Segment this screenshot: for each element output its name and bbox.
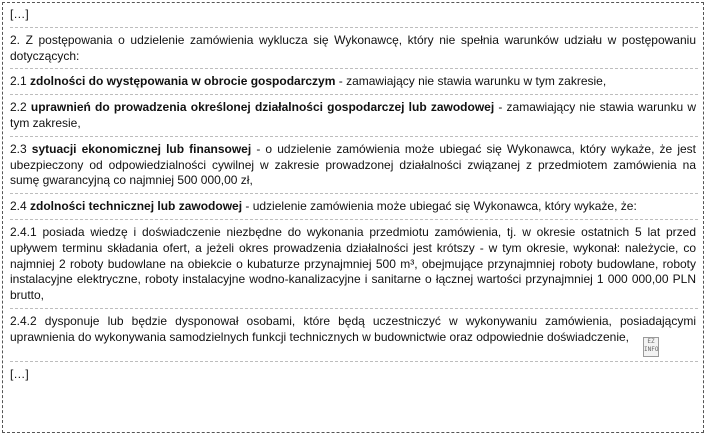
section-2-4-1 xyxy=(10,225,698,309)
ellipsis-top-row xyxy=(10,7,698,28)
ellipsis-bottom-row xyxy=(10,367,698,387)
section-2-4-text: - udzielenie zamówienia może ubiegać się Wykonawca, który wykaże, że: xyxy=(242,199,637,214)
section-2-3-text: - o udzielenie zamówienia może ubiegać się Wykonawca, który wykaże, że jest ubezpieczony od odpowiedzialności cywilnej w zakresie prowadzonej działalności związanej z przedmiotem zamówienia na sumę gwarancyjną co najmniej 500 000,00 zł, xyxy=(10,141,696,188)
section-2-1-number: 2.1 xyxy=(10,74,31,89)
intro-paragraph xyxy=(10,33,698,70)
ellipsis-bottom: […] xyxy=(10,366,29,381)
section-2-2-number: 2.2 xyxy=(10,100,31,115)
section-2-4-number: 2.4 xyxy=(10,199,31,214)
section-2-4-2-text: 2.4.2 dysponuje lub będzie dysponował osobami, które będą uczestniczyć w wykonywaniu zamówienia, posiadającymi uprawnienia do wykonywania samodzielnych funkcji technicznych w budownictwie oraz odpowiednie doświadczenie, xyxy=(10,313,696,344)
section-2-3 xyxy=(10,142,698,194)
section-2-2 xyxy=(10,100,698,137)
section-2-2-text: - zamawiający nie stawia warunku w tym zakresie, xyxy=(10,100,696,130)
info-stamp-icon: EZ INFO xyxy=(643,337,659,357)
section-2-1 xyxy=(10,74,698,95)
section-2-4 xyxy=(10,199,698,220)
section-2-3-number: 2.3 xyxy=(10,141,32,156)
document-content xyxy=(10,7,698,392)
section-2-3-heading: sytuacji ekonomicznej lub finansowej xyxy=(31,141,252,156)
section-2-1-text: - zamawiający nie stawia warunku w tym zakresie, xyxy=(335,74,607,89)
section-2-2-heading: uprawnień do prowadzenia określonej działalności gospodarczej lub zawodowej xyxy=(30,100,495,115)
intro-text: 2. Z postępowania o udzielenie zamówienia wyklucza się Wykonawcę, który nie spełnia warunków udziału w postępowaniu dotyczących: xyxy=(10,32,696,63)
section-2-1-heading: zdolności do występowania w obrocie gospodarczym xyxy=(30,74,336,89)
ellipsis-top: […] xyxy=(10,7,29,21)
section-2-4-2 xyxy=(10,314,698,362)
section-2-4-heading: zdolności technicznej lub zawodowej xyxy=(30,199,243,214)
section-2-4-1-text: 2.4.1 posiada wiedzę i doświadczenie niezbędne do wykonania przedmiotu zamówienia, tj. w okresie ostatnich 5 lat przed upływem terminu składania ofert, a jeżeli okres prowadzenia działalności jest krótszy - w tym okresie, wykonał: należycie, co najmniej 2 roboty budowlane na obiekcie o kubaturze przynajmniej 500 m³, obejmujące przynajmniej roboty budowlane, roboty instalacyjne elektryczne, roboty instalacyjne wodno-kanalizacyjne i sanitarne o łącznej wartości przynajmniej 1 000 000,00 PLN brutto, xyxy=(10,224,696,303)
